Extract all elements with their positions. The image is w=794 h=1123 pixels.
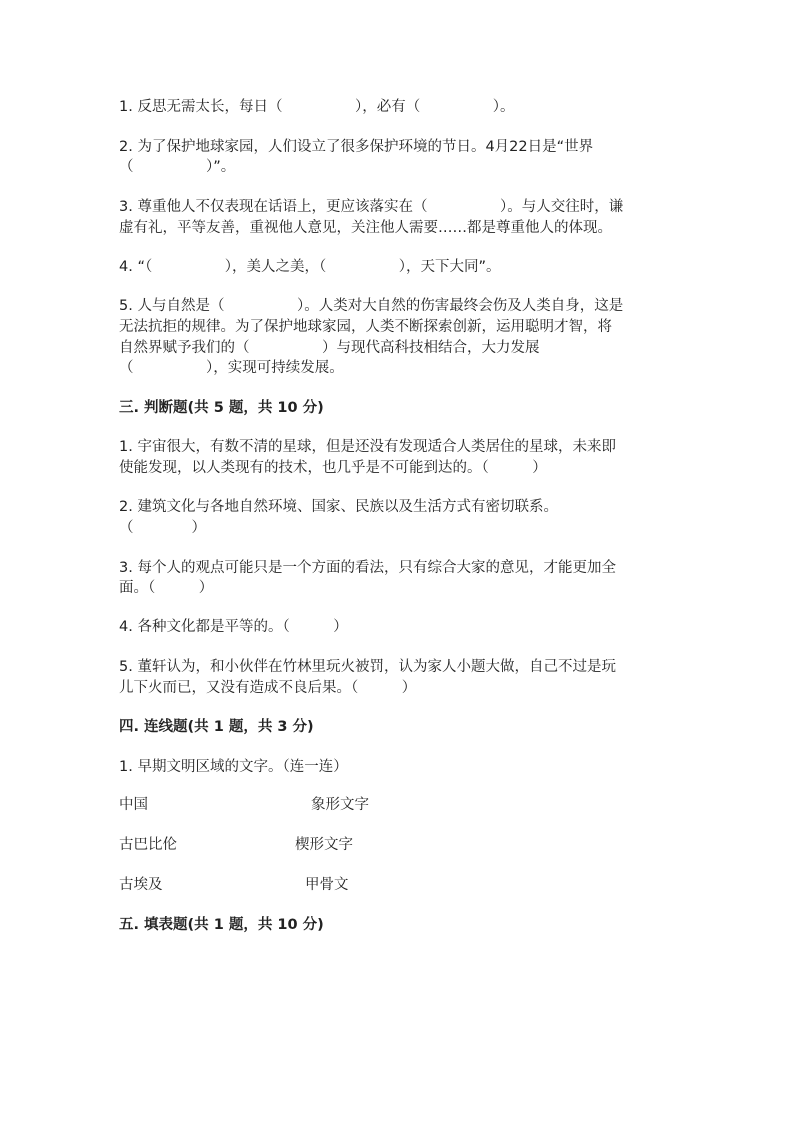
fill-q5-line4: （ ），实现可持续发展。 [119, 360, 344, 376]
match-left-item: 古埃及 [119, 877, 163, 893]
fill-q3-line2: 虚有礼，平等友善，重视他人意见，关注他人需要……都是尊重他人的体现。 [119, 220, 612, 236]
section4-heading: 四. 连线题(共 1 题，共 3 分) [119, 719, 314, 735]
fill-q5-line2: 无法抗拒的规律。为了保护地球家园，人类不断探索创新，运用聪明才智，将 [119, 319, 612, 335]
fill-q5-line1: 5. 人与自然是（ ）。人类对大自然的伤害最终会伤及人类自身，这是 [119, 298, 624, 314]
section5-heading: 五. 填表题(共 1 题，共 10 分) [119, 917, 324, 933]
fill-q2-line1: 2. 为了保护地球家园，人们设立了很多保护环境的节日。4月22日是“世界 [119, 139, 594, 155]
judge-q5-line1: 5. 董轩认为，和小伙伴在竹林里玩火被罚，认为家人小题大做，自己不过是玩 [119, 659, 616, 675]
judge-q2-line1: 2. 建筑文化与各地自然环境、国家、民族以及生活方式有密切联系。 [119, 499, 558, 515]
match-right-item: 楔形文字 [295, 837, 353, 853]
match-right-item: 甲骨文 [305, 877, 349, 893]
match-left-item: 中国 [119, 797, 148, 813]
fill-q3-line1: 3. 尊重他人不仅表现在话语上，更应该落实在（ ）。与人交往时，谦 [119, 199, 624, 215]
judge-q5-line2: 儿下火而已，又没有造成不良后果。（ ） [119, 680, 417, 696]
fill-q5-line3: 自然界赋予我们的（ ）与现代高科技相结合，大力发展 [119, 340, 540, 356]
match-right-item: 象形文字 [311, 797, 369, 813]
judge-q3-line2: 面。（ ） [119, 580, 214, 596]
fill-q2-line2: （ ）”。 [119, 159, 236, 175]
fill-q4-line1: 4. “（ ），美人之美，（ ），天下大同”。 [119, 259, 501, 275]
match-question: 1. 早期文明区域的文字。（连一连） [119, 759, 348, 775]
judge-q4-line1: 4. 各种文化都是平等的。（ ） [119, 619, 348, 635]
judge-q2-line2: （ ） [119, 520, 206, 536]
match-left-item: 古巴比伦 [119, 837, 177, 853]
fill-q1-line1: 1. 反思无需太长，每日（ ），必有（ ）。 [119, 99, 515, 115]
judge-q1-line2: 使能发现，以人类现有的技术，也几乎是不可能到达的。（ ） [119, 460, 547, 476]
section3-heading: 三. 判断题(共 5 题，共 10 分) [119, 400, 324, 416]
judge-q1-line1: 1. 宇宙很大，有数不清的星球，但是还没有发现适合人类居住的星球，未来即 [119, 439, 616, 455]
judge-q3-line1: 3. 每个人的观点可能只是一个方面的看法，只有综合大家的意见，才能更加全 [119, 560, 616, 576]
